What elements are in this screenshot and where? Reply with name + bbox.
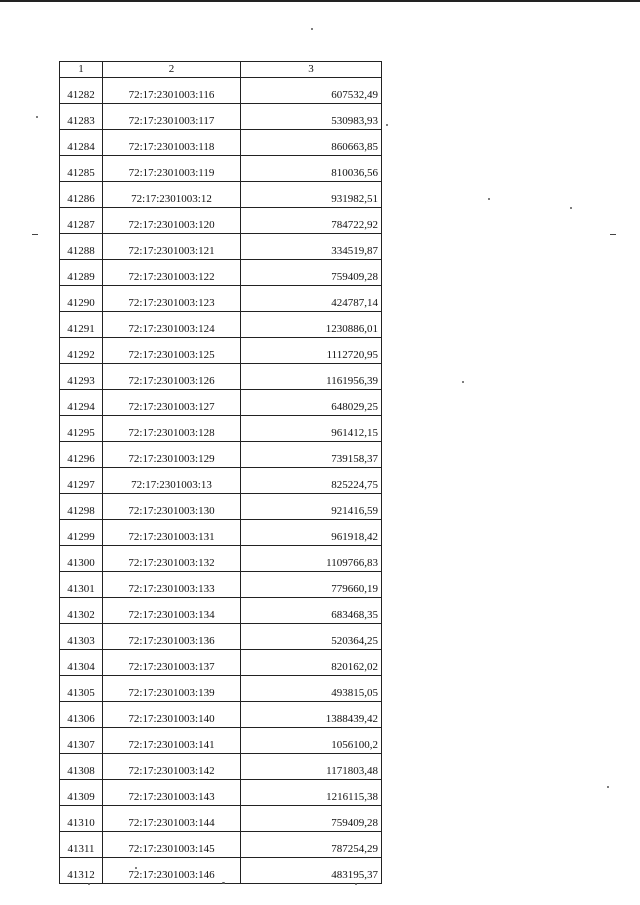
cadastral-value-cell: 683468,35 — [241, 598, 382, 624]
row-number-cell: 41300 — [60, 546, 103, 572]
cadastral-value-cell: 1056100,2 — [241, 728, 382, 754]
table-row — [60, 624, 382, 650]
cadastral-number-cell: 72:17:2301003:122 — [103, 260, 241, 286]
row-number-cell: 41282 — [60, 78, 103, 104]
cadastral-number-cell: 72:17:2301003:116 — [103, 78, 241, 104]
cadastral-value-cell: 779660,19 — [241, 572, 382, 598]
cadastral-number-cell: 72:17:2301003:136 — [103, 624, 241, 650]
table-row — [60, 286, 382, 312]
cadastral-number-cell: 72:17:2301003:146 — [103, 858, 241, 884]
row-number-cell: 41298 — [60, 494, 103, 520]
scan-speck — [488, 198, 490, 200]
scan-speck — [570, 207, 572, 209]
table-row — [60, 832, 382, 858]
table-row — [60, 442, 382, 468]
row-number-cell: 41309 — [60, 780, 103, 806]
row-number-cell: 41288 — [60, 234, 103, 260]
cadastral-value-cell: 921416,59 — [241, 494, 382, 520]
cadastral-value-cell: 1388439,42 — [241, 702, 382, 728]
row-number-cell: 41295 — [60, 416, 103, 442]
table-row — [60, 598, 382, 624]
cadastral-number-cell: 72:17:2301003:118 — [103, 130, 241, 156]
cadastral-number-cell: 72:17:2301003:124 — [103, 312, 241, 338]
table-row — [60, 312, 382, 338]
row-number-cell: 41302 — [60, 598, 103, 624]
table-row — [60, 494, 382, 520]
cadastral-number-cell: 72:17:2301003:139 — [103, 676, 241, 702]
cadastral-value-cell: 1112720,95 — [241, 338, 382, 364]
table-row — [60, 650, 382, 676]
cadastral-number-cell: 72:17:2301003:126 — [103, 364, 241, 390]
cadastral-value-cell: 493815,05 — [241, 676, 382, 702]
row-number-cell: 41287 — [60, 208, 103, 234]
cadastral-number-cell: 72:17:2301003:127 — [103, 390, 241, 416]
row-number-cell: 41310 — [60, 806, 103, 832]
cadastral-number-cell: 72:17:2301003:129 — [103, 442, 241, 468]
table-row — [60, 208, 382, 234]
row-number-cell: 41296 — [60, 442, 103, 468]
scan-mark — [32, 234, 38, 235]
cadastral-value-cell: 860663,85 — [241, 130, 382, 156]
row-number-cell: 41290 — [60, 286, 103, 312]
cadastral-value-cell: 739158,37 — [241, 442, 382, 468]
cadastral-value-cell: 1216115,38 — [241, 780, 382, 806]
cadastral-value-cell: 787254,29 — [241, 832, 382, 858]
cadastral-value-cell: 1171803,48 — [241, 754, 382, 780]
scan-speck — [607, 786, 609, 788]
cadastral-value-cell: 784722,92 — [241, 208, 382, 234]
table-row — [60, 338, 382, 364]
row-number-cell: 41297 — [60, 468, 103, 494]
row-number-cell: 41305 — [60, 676, 103, 702]
cadastral-value-cell: 759409,28 — [241, 806, 382, 832]
row-number-cell: 41286 — [60, 182, 103, 208]
table-row — [60, 390, 382, 416]
cadastral-value-cell: 483195,37 — [241, 858, 382, 884]
table-row — [60, 754, 382, 780]
cadastral-value-cell: 825224,75 — [241, 468, 382, 494]
cadastral-number-cell: 72:17:2301003:123 — [103, 286, 241, 312]
cadastral-value-cell: 820162,02 — [241, 650, 382, 676]
table-row — [60, 130, 382, 156]
cadastral-value-cell: 520364,25 — [241, 624, 382, 650]
cadastral-value-cell: 810036,56 — [241, 156, 382, 182]
cadastral-number-cell: 72:17:2301003:142 — [103, 754, 241, 780]
cadastral-number-cell: 72:17:2301003:137 — [103, 650, 241, 676]
row-number-cell: 41292 — [60, 338, 103, 364]
cadastral-value-table — [59, 61, 382, 884]
cadastral-number-cell: 72:17:2301003:141 — [103, 728, 241, 754]
table-row — [60, 260, 382, 286]
cadastral-number-cell: 72:17:2301003:13 — [103, 468, 241, 494]
table-row — [60, 156, 382, 182]
table-row — [60, 676, 382, 702]
table-row — [60, 806, 382, 832]
cadastral-value-cell: 530983,93 — [241, 104, 382, 130]
cadastral-value-cell: 1230886,01 — [241, 312, 382, 338]
table-row — [60, 416, 382, 442]
scan-speck — [36, 116, 38, 118]
scan-speck — [135, 867, 137, 869]
scan-speck — [462, 381, 464, 383]
cadastral-number-cell: 72:17:2301003:134 — [103, 598, 241, 624]
cadastral-value-cell: 961412,15 — [241, 416, 382, 442]
row-number-cell: 41283 — [60, 104, 103, 130]
cadastral-number-cell: 72:17:2301003:119 — [103, 156, 241, 182]
cadastral-value-cell: 607532,49 — [241, 78, 382, 104]
table-row — [60, 182, 382, 208]
cadastral-number-cell: 72:17:2301003:117 — [103, 104, 241, 130]
cadastral-value-cell: 1161956,39 — [241, 364, 382, 390]
table-row — [60, 234, 382, 260]
row-number-cell: 41306 — [60, 702, 103, 728]
column-header-1: 1 — [60, 62, 103, 78]
row-number-cell: 41312 — [60, 858, 103, 884]
scan-mark — [610, 234, 616, 235]
table-row — [60, 520, 382, 546]
table-row — [60, 572, 382, 598]
row-number-cell: 41294 — [60, 390, 103, 416]
cadastral-value-cell: 334519,87 — [241, 234, 382, 260]
cadastral-number-cell: 72:17:2301003:140 — [103, 702, 241, 728]
cadastral-value-cell: 648029,25 — [241, 390, 382, 416]
row-number-cell: 41289 — [60, 260, 103, 286]
table-row — [60, 702, 382, 728]
table-header-row — [60, 62, 382, 78]
scan-speck — [222, 882, 225, 884]
row-number-cell: 41311 — [60, 832, 103, 858]
cadastral-value-cell: 931982,51 — [241, 182, 382, 208]
cadastral-value-cell: 424787,14 — [241, 286, 382, 312]
cadastral-number-cell: 72:17:2301003:144 — [103, 806, 241, 832]
page-top-border — [0, 0, 640, 2]
row-number-cell: 41284 — [60, 130, 103, 156]
cadastral-number-cell: 72:17:2301003:120 — [103, 208, 241, 234]
scan-speck — [311, 28, 313, 30]
table-row — [60, 546, 382, 572]
table-row — [60, 468, 382, 494]
cadastral-number-cell: 72:17:2301003:133 — [103, 572, 241, 598]
table-row — [60, 78, 382, 104]
cadastral-number-cell: 72:17:2301003:131 — [103, 520, 241, 546]
cadastral-value-cell: 759409,28 — [241, 260, 382, 286]
table-row — [60, 858, 382, 884]
table-row — [60, 104, 382, 130]
cadastral-number-cell: 72:17:2301003:143 — [103, 780, 241, 806]
cadastral-number-cell: 72:17:2301003:128 — [103, 416, 241, 442]
row-number-cell: 41307 — [60, 728, 103, 754]
row-number-cell: 41299 — [60, 520, 103, 546]
table-row — [60, 364, 382, 390]
row-number-cell: 41301 — [60, 572, 103, 598]
row-number-cell: 41285 — [60, 156, 103, 182]
row-number-cell: 41304 — [60, 650, 103, 676]
column-header-2: 2 — [103, 62, 241, 78]
row-number-cell: 41303 — [60, 624, 103, 650]
row-number-cell: 41291 — [60, 312, 103, 338]
cadastral-number-cell: 72:17:2301003:132 — [103, 546, 241, 572]
row-number-cell: 41308 — [60, 754, 103, 780]
cadastral-number-cell: 72:17:2301003:145 — [103, 832, 241, 858]
cadastral-number-cell: 72:17:2301003:121 — [103, 234, 241, 260]
scan-speck — [88, 883, 90, 885]
table-row — [60, 728, 382, 754]
column-header-3: 3 — [241, 62, 382, 78]
row-number-cell: 41293 — [60, 364, 103, 390]
cadastral-number-cell: 72:17:2301003:12 — [103, 182, 241, 208]
scan-speck — [355, 883, 357, 885]
table-row — [60, 780, 382, 806]
table-body — [60, 78, 382, 884]
cadastral-value-cell: 961918,42 — [241, 520, 382, 546]
scan-speck — [386, 124, 388, 126]
cadastral-number-cell: 72:17:2301003:130 — [103, 494, 241, 520]
cadastral-number-cell: 72:17:2301003:125 — [103, 338, 241, 364]
cadastral-value-cell: 1109766,83 — [241, 546, 382, 572]
